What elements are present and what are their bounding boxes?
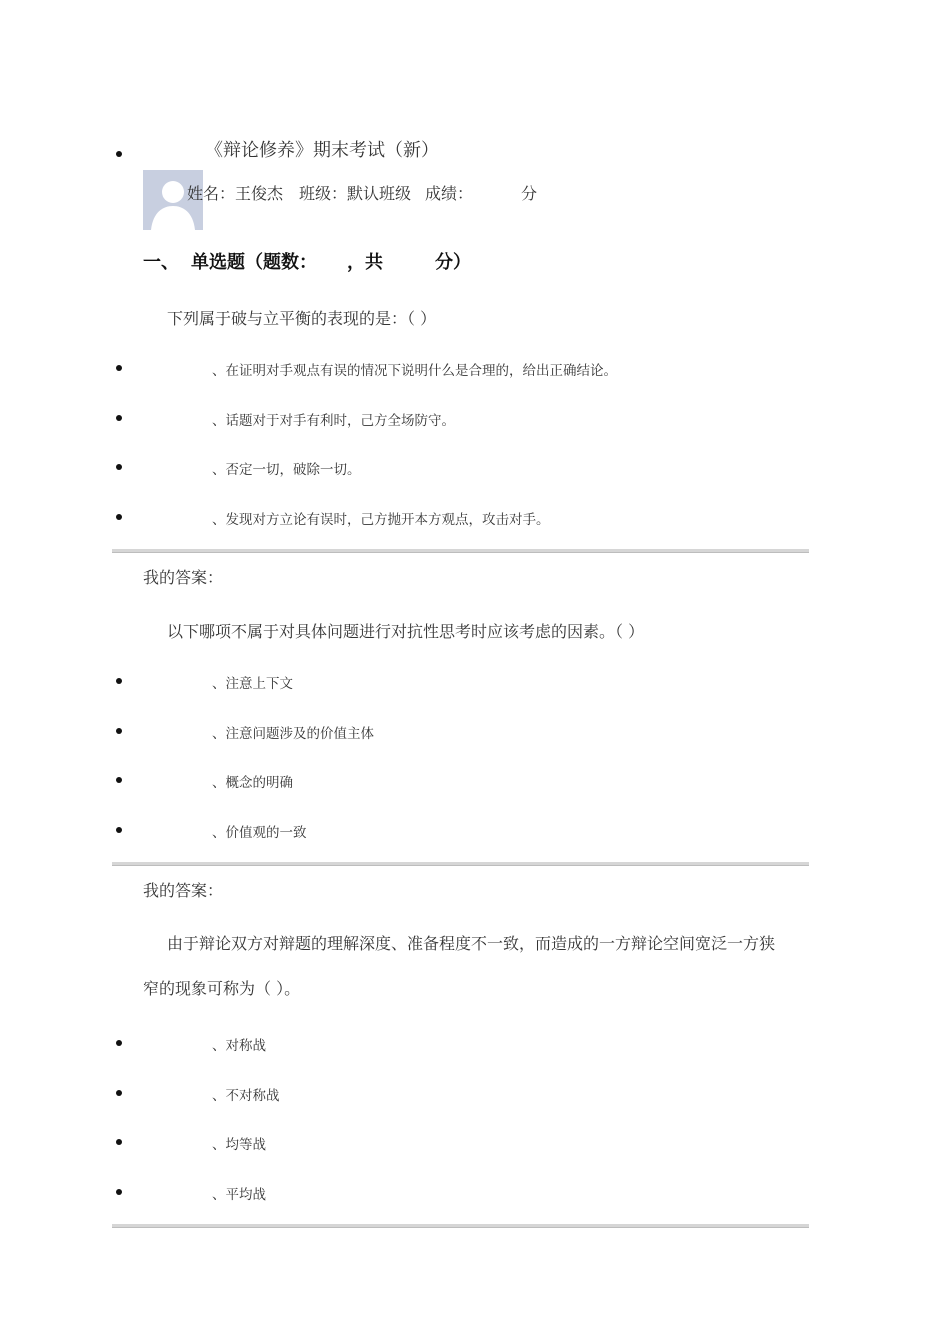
question-divider [112, 1224, 809, 1228]
student-name: 姓名：王俊杰 [187, 184, 284, 203]
question-1-option-d[interactable]: 、发现对方立论有误时，己方抛开本方观点，攻击对手。 [212, 512, 550, 528]
option-bullet [116, 514, 122, 520]
question-2-option-a[interactable]: 、注意上下文 [212, 676, 293, 692]
section-title: 单选题（题数： [191, 252, 317, 273]
section-heading [143, 248, 471, 274]
question-2-option-c[interactable]: 、概念的明确 [212, 775, 293, 791]
option-bullet [116, 415, 122, 421]
score-label: 成绩： [425, 184, 474, 203]
exam-title: 《辩论修养》期末考试（新） [205, 140, 439, 161]
student-class: 班级：默认班级 [299, 184, 412, 203]
option-bullet [116, 365, 122, 371]
question-1-text: 下列属于破与立平衡的表现的是：（ ） [167, 309, 437, 328]
option-bullet [116, 827, 122, 833]
option-bullet [116, 1189, 122, 1195]
option-bullet [116, 1139, 122, 1145]
score-unit: 分 [521, 184, 538, 203]
question-1-option-c[interactable]: 、否定一切，破除一切。 [212, 462, 361, 478]
title-bullet [116, 151, 122, 157]
question-2-text: 以下哪项不属于对具体问题进行对抗性思考时应该考虑的因素。（ ） [167, 622, 645, 641]
question-1-option-b[interactable]: 、话题对于对手有利时，己方全场防守。 [212, 413, 455, 429]
question-2-my-answer: 我的答案： [143, 881, 224, 900]
question-3-option-a[interactable]: 、对称战 [212, 1038, 266, 1054]
section-number: 一、 [143, 252, 179, 273]
question-divider [112, 549, 809, 553]
option-bullet [116, 1090, 122, 1096]
option-bullet [116, 678, 122, 684]
question-3-text-line-2: 窄的现象可称为（ ）。 [143, 979, 301, 998]
option-bullet [116, 728, 122, 734]
question-3-option-d[interactable]: 、平均战 [212, 1187, 266, 1203]
question-3-option-c[interactable]: 、均等战 [212, 1137, 266, 1153]
question-3-option-b[interactable]: 、不对称战 [212, 1088, 280, 1104]
question-1-option-a[interactable]: 、在证明对手观点有误的情况下说明什么是合理的，给出正确结论。 [212, 363, 617, 379]
question-2-option-b[interactable]: 、注意问题涉及的价值主体 [212, 726, 374, 742]
question-2-option-d[interactable]: 、价值观的一致 [212, 825, 307, 841]
option-bullet [116, 1040, 122, 1046]
student-info [187, 181, 537, 204]
question-divider [112, 862, 809, 866]
question-1-my-answer: 我的答案： [143, 568, 224, 587]
option-bullet [116, 777, 122, 783]
section-points-unit: 分） [435, 252, 471, 273]
option-bullet [116, 464, 122, 470]
question-3-text-line-1: 由于辩论双方对辩题的理解深度、准备程度不一致，而造成的一方辩论空间宽泛一方狭 [167, 934, 776, 953]
section-total-label: ，共 [347, 252, 383, 273]
